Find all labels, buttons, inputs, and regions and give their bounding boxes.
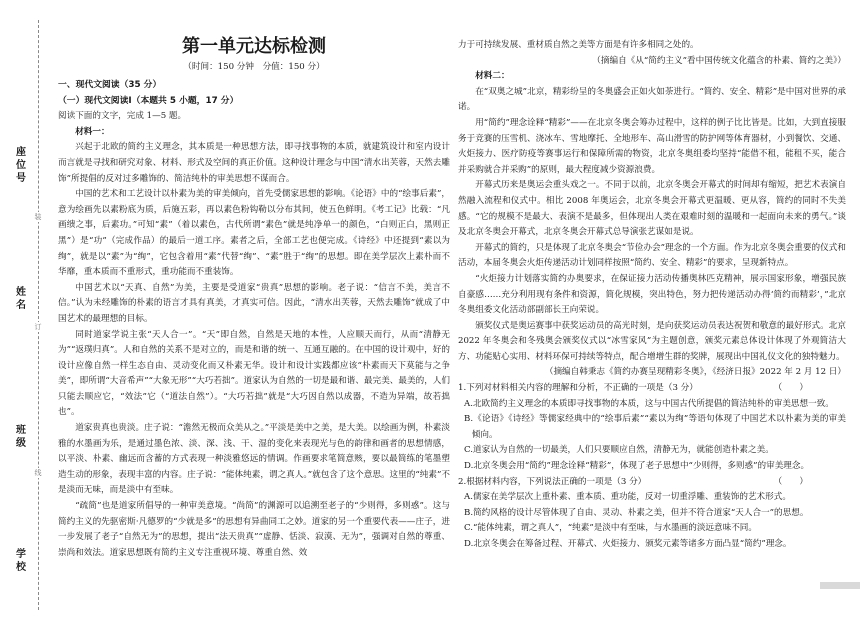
option-d: D.北京冬奥会在筹备过程、开幕式、火炬接力、颁奖元素等诸多方面凸显“简约”理念。	[464, 539, 792, 549]
material2-paragraph: 开幕式历来是奥运会重头戏之一。不同于以前，北京冬奥会开幕式的时间却有缩短，把艺术表演自然融入流程和仪式中。相比 2008 年奥运会，北京冬奥会开幕式更温暖、更从容，简约的同时不失美感。“它的规模不是最大、表演不是最多，但体现出人类在艰难时刻的温暖和一起面向未来的勇气。”谈及北京冬奥会开幕式，北京冬奥会开幕式总导演张艺谋如是说。	[458, 180, 846, 238]
answer-parenthesis: （ ）	[773, 383, 808, 394]
page-corner-bar	[820, 582, 860, 589]
material2-paragraph: 开幕式的简约，只是体现了北京冬奥会“节俭办会”理念的一个方面。作为北京冬奥会重要的仪式和活动，本届冬奥会火炬传递活动计划同样按照“简约、安全、精彩”的要求，呈现新特点。	[458, 242, 846, 269]
binding-line	[38, 20, 39, 610]
question-stem-text: 2.根据材料内容，下列说法正确的一项是（3 分）	[458, 476, 647, 487]
left-column	[58, 0, 450, 561]
material2-paragraph: 颁奖仪式是奥运赛事中获奖运动员的高光时刻，是向获奖运动员表达祝贺和敬意的最好形式。北京 2022 年冬奥会和冬残奥会颁奖仪式以“冰雪家风”为主题创意，颁奖元素总体设计体现了外观简洁大方、功能贴心实用、材料环保可持续等特点，配合增增生群的奖牌，展现出中国礼仪文化的独特魅力。	[458, 320, 846, 362]
section-heading: 一、现代文阅读（35 分）	[58, 80, 162, 90]
material2-paragraph: 在“双奥之城”北京，精彩纷呈的冬奥盛会正如火如荼进行。“简约、安全、精彩”是中国对世界的承诺。	[458, 86, 846, 113]
binding-mark-zhuang: 装	[32, 212, 44, 222]
exam-time-score: （时间：150 分钟 分值：150 分）	[183, 62, 325, 72]
right-column	[458, 38, 846, 553]
option-a: A.儒家在美学层次上重朴素、重本质、重功能，反对一切重浮雕、重装饰的艺术形式。	[464, 492, 791, 503]
school-label: 学校	[16, 549, 26, 573]
answer-parenthesis: （ ）	[773, 476, 808, 487]
material1-paragraph: “疏简”也是道家所倡导的一种审美意境。“尚简”的渊源可以追溯至老子的“少则得，多则惑”。这与简约主义的先驱密斯·凡德罗的“少就是多”的思想有异曲同工之妙。道家的另一个重要代表——庄子，进一步发展了老子“自然无为”的思想，提出“法天贵真”“虚静、恬淡、寂漠、无为”，强调对自然的尊重、崇尚和效法。道家思想既有简约主义专注重视环境、尊重自然、效	[58, 501, 450, 558]
material1-continuation: 力于可持续发展、重材质自然之美等方面是有许多相同之处的。	[458, 40, 699, 50]
option-c: C.“能体纯素，谓之真人”，“纯素”是淡中有至味，与水墨画的淡远意味不同。	[464, 523, 757, 534]
question-stem	[458, 381, 846, 397]
material2-paragraph: “火炬接力计划落实简约办奥要求，在保证接力活动传播奥林匹克精神，展示国家形象，增强民族自豪感……充分利用现有条件和资源，简化规模，突出特色，努力把传递活动办得‘简约而精彩’，”北京冬奥组委文化活动部副部长王向荣说。	[458, 273, 846, 316]
option-b: B.《论语》《诗经》等儒家经典中的“绘事后素”“素以为绚”等语句体现了中国艺术以朴素为美的审美倾向。	[464, 414, 846, 440]
question-2	[458, 475, 846, 553]
material1-paragraph: 同时道家学说主张“天人合一”。“天”即自然，自然是天地的本性，人应顺天而行，从而“清静无为”“返璞归真”。人和自然的关系不是对立的，而是和谐的统一、互通互融的。在中国的设计观中，好的设计应像自然一样生态自由、灵动变化而又朴素无华。设计和设计实践都应该“朴素而天下莫能与之争美”，即所谓“大音希声”“大象无形”“大巧若拙”。道家认为自然的一切是最和谐、最完美、最美的，人们只能去顺应它，“效法”它（“道法自然”）。“大巧若拙”就是“大巧因自然以成器，不造为异端，故若拙也”。	[58, 329, 450, 418]
class-label: 班级	[16, 425, 26, 449]
question-stem-text: 1.下列对材料相关内容的理解和分析，不正确的一项是（3 分）	[458, 383, 698, 394]
seat-number-label: 座位号	[16, 147, 26, 184]
option-b: B.简约风格的设计尽管体现了自由、灵动、朴素之美，但并不符合道家“天人合一”的思想。	[464, 507, 809, 518]
binding-sidebar	[0, 0, 46, 618]
reading-instruction: 阅读下面的文字，完成 1—5 题。	[58, 111, 187, 122]
binding-mark-ding: 订	[32, 322, 44, 332]
question-stem	[458, 475, 846, 491]
material1-paragraph: 兴起于北欧的简约主义理念，其本质是一种思想方法，即寻找事物的本质，就建筑设计和室内设计而言就是寻找和研究对象、材料、形式及空间的真正价值。这种设计理念与中国“清水出芙蓉，天然去雕饰”所提倡的反对过多雕饰的、简洁纯朴的审美思想不谋而合。	[58, 142, 450, 184]
material2-source: （摘编自韩秉志《简约办赛呈现精彩冬奥》，《经济日报》2022 年 2 月 12 日）	[544, 367, 846, 378]
page-title: 第一单元达标检测	[182, 36, 326, 57]
option-d: D.北京冬奥会用“简约”理念诠释“精彩”，体现了老子思想中“少则得，多则惑”的审美理念。	[464, 461, 810, 472]
material1-paragraph: 中国艺术以“天真、自然”为美，主要是受道家“贵真”思想的影响。老子说：“信言不美，美言不信。”认为未经雕饰的朴素的语言才具有真美，才真实可信。因此，“清水出芙蓉，天然去雕饰”就成了中国艺术的最理想的目标。	[58, 282, 450, 324]
option-c: C.道家认为自然的一切最美，人们只要顺应自然，清静无为，就能创造朴素之美。	[464, 445, 774, 456]
material1-paragraph: 中国的艺术和工艺设计以朴素为美的审美倾向，首先受儒家思想的影响。《论语》中的“绘事后素”，意为绘画先以素粉底为质，后施五彩，再以素色粉钩勒以分布其间，使五色鲜明。《考工记》比载：“凡画缋之事，后素功。”可知“素”（着以素色，古代所谓“素色”就是纯净单一的颜色，“白则正白，黑则正黑”）是“功”（完成作品）的最后一道工序。素者之后，全部工艺也便完成。《诗经》中还提到“素以为绚”，就是以“素”为“绚”，它包含着用“素”代替“绚”、“素”胜于“绚”的思想。即在美学层次上素朴而不华靡，重本质而不重形式，重功能而不重装饰。	[58, 189, 450, 278]
name-label: 姓名	[16, 287, 26, 311]
material1-source: （摘编自《从“简约主义”看中国传统文化蕴含的朴素、简约之美》）	[592, 55, 846, 66]
question-1	[458, 381, 846, 475]
material2-title: 材料二：	[475, 71, 510, 82]
option-a: A.北欧简约主义理念的本质即寻找事物的本质，这与中国古代所提倡的简洁纯朴的审美思想一致。	[464, 398, 834, 409]
material1-title: 材料一：	[75, 126, 110, 137]
binding-mark-xian: 线	[32, 468, 44, 478]
sub-section-heading: （一）现代文阅读Ⅰ（本题共 5 小题，17 分）	[58, 95, 239, 106]
material1-paragraph: 道家贵真也贵淡。庄子说：“澹然无极而众美从之。”平淡是美中之美，是大美。以绘画为例，朴素淡雅的水墨画为乐，是通过墨色浓、淡、深、浅、干、湿的变化来表现光与色的韵律和画者的思想情感，以平淡、朴素、幽远而含蓄的方式表现一种淡雅悠远的情调。作画要求笔简意赅，要以最简练的笔墨塑造生动的形象，表现丰富的内容。庄子说：“能体纯素，谓之真人。”就包含了这个意思。这里的“纯素”不是淡而无味，而是淡中有至味。	[58, 423, 450, 496]
material2-paragraph: 用“简约”理念诠释“精彩”——在北京冬奥会筹办过程中，这样的例子比比皆是。比如，大到直接服务于竞赛的压雪机、浇冰车、雪地摩托、全地形车、高山滑雪的防护网等体育器材，小到餐饮、交通、火炬接力、医疗防疫等赛事运行和保障所需的物资，北京冬奥组委均坚持“能借不租，能租不买，能合并采购就合并采购”的原则，最大程度减少资源浪费。	[458, 117, 846, 175]
